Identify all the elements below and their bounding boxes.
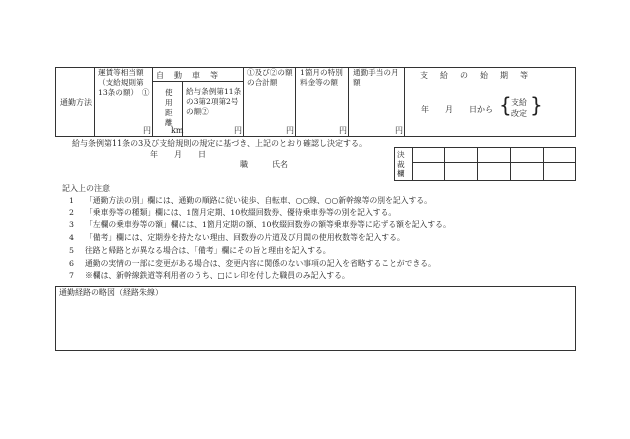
car-amount-label: 給与条例第11条の3第2項第2号の額② xyxy=(186,87,242,116)
allowance-header: 通勤手当の月額 xyxy=(353,68,399,87)
start-date-text: 年 月 日から xyxy=(421,105,493,114)
notes-title: 記入上の注意 xyxy=(62,184,110,193)
note-item: 4 「備考」欄には、定期券を持たない理由、回数券の片道及び月間の使用枚数等を記入する。 xyxy=(69,233,405,242)
official-name: 職 氏名 xyxy=(240,160,288,169)
route-map-title: 通勤経路の略図（経路朱線） xyxy=(59,288,163,297)
fare-header: 運賃等相当額（支給規則第13条の額） ① xyxy=(98,68,150,97)
commute-method-header: 通勤方法 xyxy=(60,98,92,107)
start-brace-open: { xyxy=(499,93,512,117)
sum-header: ①及び②の額の合計額 xyxy=(247,68,293,87)
special-fare-header: 1箇月の特別料金等の額 xyxy=(300,68,343,87)
unit-yen-4: 円 xyxy=(339,126,347,135)
car-header: 自 動 車 等 xyxy=(156,71,219,80)
start-header: 支 給 の 始 期 等 xyxy=(420,71,530,80)
distance-label: 使用距離 xyxy=(165,88,173,127)
unit-yen-5: 円 xyxy=(395,126,403,135)
note-item: 5 往路と帰路とが異なる場合は、「備考」欄にその旨と理由を記入する。 xyxy=(69,246,331,255)
approval-grid xyxy=(394,147,576,181)
unit-yen-2: 円 xyxy=(234,126,242,135)
note-item: 2 「乗車券等の種類」欄には、1箇月定期、10枚綴回数券、優待乗車券等の別を記入する。 xyxy=(69,208,397,217)
unit-yen-3: 円 xyxy=(286,126,294,135)
unit-yen-1: 円 xyxy=(143,126,151,135)
note-item: 7 ※欄は、新幹線鉄道等利用者のうち、□にレ印を付した職員のみ記入する。 xyxy=(69,271,350,280)
start-brace-close: } xyxy=(530,93,543,117)
approval-label: 決裁欄 xyxy=(397,150,405,178)
confirm-text: 給与条例第11条の3及び支給規則の規定に基づき、上記のとおり確認し決定する。 xyxy=(72,139,367,148)
note-item: 6 通勤の実情の一部に変更がある場合は、変更内容に関係のない事項の記入を省略することができる。 xyxy=(69,259,436,268)
unit-km: km xyxy=(171,126,184,135)
date-text: 年 月 日 xyxy=(150,150,206,159)
note-item: 3 「左欄の乗車券等の額」欄には、1箇月定期の額、10枚綴回数券の額等乗車券等に応ずる額を記入する。 xyxy=(69,220,451,229)
note-item: 1 「通勤方法の別」欄には、通勤の順路に従い徒歩、自転車、○○線、○○新幹線等の別を記入する。 xyxy=(69,196,432,205)
start-option-revise: 改定 xyxy=(511,109,527,118)
start-option-supply: 支給 xyxy=(511,98,527,107)
